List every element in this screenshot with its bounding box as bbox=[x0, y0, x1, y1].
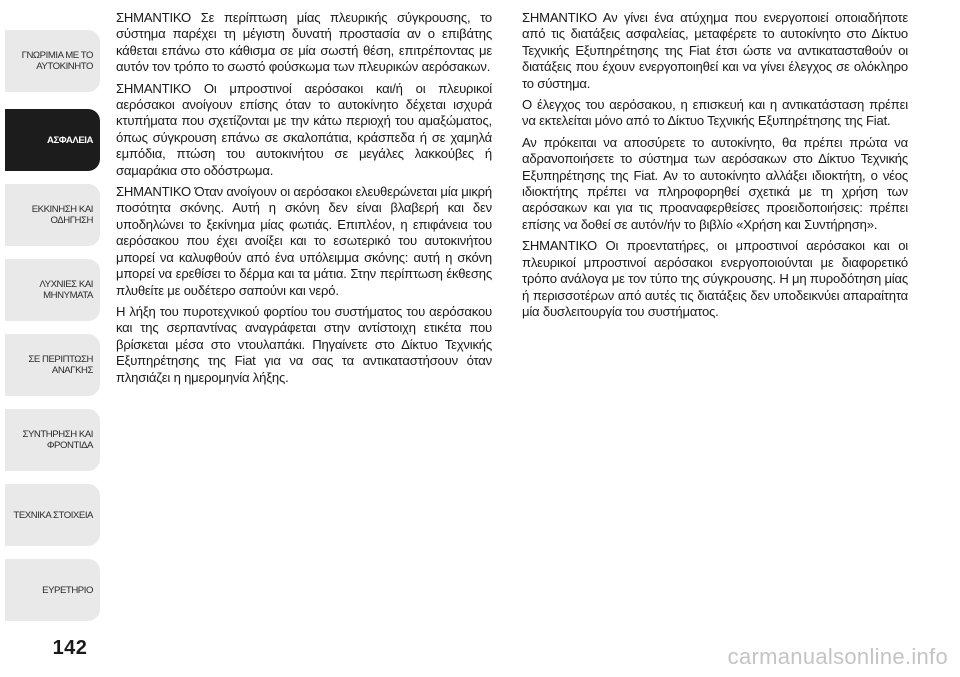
tab-label: ΑΥΤΟΚΙΝΗΤΟ bbox=[36, 61, 93, 72]
left-text-column bbox=[116, 10, 492, 391]
tab-label: ΛΥΧΝΙΕΣ ΚΑΙ bbox=[39, 279, 93, 290]
tab-technical-data[interactable] bbox=[5, 484, 100, 546]
tab-label: ΟΔΗΓΗΣΗ bbox=[50, 215, 93, 226]
paragraph: Ο έλεγχος του αερόσακου, η επισκευή και η αντικατάσταση πρέπει να εκτελείται μόνο από το Δίκτυο Τεχνικής Εξυπηρέτησης της Fiat. bbox=[522, 97, 908, 129]
tab-emergency[interactable] bbox=[5, 334, 100, 396]
tab-maintenance-care[interactable] bbox=[5, 409, 100, 471]
paragraph: ΣΗΜΑΝΤΙΚΟ Αν γίνει ένα ατύχημα που ενεργοποιεί οποιαδήποτε από τις διατάξεις ασφαλείας, μεταφέρετε το αυτοκίνητο στο Δίκτυο Τεχνικής Εξυπηρέτησης της Fiat έτσι ώστε να αντικατασταθούν οι διατάξεις που έχουν ενεργοποιηθεί και να γίνει έλεγχος σε ολόκληρο το σύστημα. bbox=[522, 10, 908, 91]
tab-label: ΓΝΩΡΙΜΙΑ ΜΕ ΤΟ bbox=[21, 50, 93, 61]
tab-index[interactable] bbox=[5, 559, 100, 621]
watermark-text: carmanualsonline.info bbox=[727, 644, 948, 669]
paragraph: ΣΗΜΑΝΤΙΚΟ Όταν ανοίγουν οι αερόσακοι ελευθερώνεται μία μικρή ποσότητα σκόνης. Αυτή η σκόνη δεν είναι βλαβερή και δεν υποδηλώνει το ξεκίνημα μίας φωτιάς. Επιπλέον, η επιφάνεια του αερόσακου που έχει ανοίξει και το εσωτερικό του αυτοκινήτου μπορεί να καλυφθούν από ένα υπόλειμμα σκόνης: αυτή η σκόνη μπορεί να ερεθίσει το δέρμα και τα μάτια. Στην περίπτωση έκθεσης πλυθείτε με ουδέτερο σαπούνι και νερό. bbox=[116, 184, 492, 298]
paragraph: Η λήξη του πυροτεχνικού φορτίου του συστήματος του αερόσακου και της σερπαντίνας αναγράφεται στην αντίστοιχη ετικέτα που βρίσκεται μέσα στο ντουλαπάκι. Πηγαίνετε στο Δίκτυο Τεχνικής Εξυπηρέτησης της Fiat για να σας τα αντικαταστήσουν όταν πλησιάζει η ημερομηνία λήξης. bbox=[116, 303, 492, 385]
paragraph: Αν πρόκειται να αποσύρετε το αυτοκίνητο, θα πρέπει πρώτα να αδρανοποιήσετε το σύστημα των αερόσακων στο Δίκτυο Τεχνικής Εξυπηρέτησης της Fiat. Αν το αυτοκίνητο αλλάξει ιδιοκτήτη, ο νέος ιδιοκτήτης πρέπει να πληροφορηθεί σχετικά με τη χρήση των αερόσακων και για τις προαναφερθείσες προειδοποιήσεις: πρέπει επίσης να δοθεί σε αυτόν/ήν το βιβλίο «Χρήση και Συντήρηση». bbox=[522, 134, 908, 232]
paragraph: ΣΗΜΑΝΤΙΚΟ Σε περίπτωση μίας πλευρικής σύγκρουσης, το σύστημα παρέχει τη μέγιστη δυνατή προστασία αν ο επιβάτης κάθεται επάνω στο κάθισμα σε μία σωστή θέση, επιτρέποντας με αυτόν τον τρόπο το σωστό φούσκωμα των πλευρικών αερόσακων. bbox=[116, 10, 492, 75]
right-text-column bbox=[522, 10, 908, 325]
tab-getting-to-know-car[interactable] bbox=[5, 30, 100, 92]
tab-safety[interactable] bbox=[5, 109, 100, 171]
tab-label: ΦΡΟΝΤΙΔΑ bbox=[46, 440, 93, 451]
paragraph: ΣΗΜΑΝΤΙΚΟ Οι προεντατήρες, οι μπροστινοί αερόσακοι και οι πλευρικοί μπροστινοί αερόσακοι ενεργοποιούνται με διαφορετικό τρόπο ανάλογα με τον τύπο της σύγκρουσης. Η μη πυροδότηση μίας ή περισσοτέρων από αυτές τις διατάξεις δεν υποδεικνύει απαραίτητα μία δυσλειτουργία του συστήματος. bbox=[522, 238, 908, 319]
tab-label: ΣΥΝΤΗΡΗΣΗ ΚΑΙ bbox=[22, 429, 93, 440]
tab-warning-lights-messages[interactable] bbox=[5, 259, 100, 321]
page-number: 142 bbox=[52, 637, 88, 659]
tab-label: ΕΥΡΕΤΗΡΙΟ bbox=[42, 584, 93, 596]
tab-label: ΕΚΚΙΝΗΣΗ ΚΑΙ bbox=[31, 204, 93, 215]
paragraph: ΣΗΜΑΝΤΙΚΟ Οι μπροστινοί αερόσακοι και/ή οι πλευρικοί αερόσακοι ανοίγουν επίσης όταν το αυτοκίνητο δέχεται ισχυρά κτυπήματα που σχετίζονται με την κάτω περιοχή του αμαξώματος, όπως σύγκρουση επάνω σε σκαλοπάτια, κράσπεδα ή σε χαμηλά εμπόδια, πτώση του αυτοκινήτου σε μεγάλες λακκούβες ή σαμαράκια στο οδόστρωμα. bbox=[116, 80, 492, 178]
tab-label: ΤΕΧΝΙΚΑ ΣΤΟΙΧΕΙΑ bbox=[13, 509, 93, 521]
tab-label: ΑΣΦΑΛΕΙΑ bbox=[46, 134, 93, 146]
tab-starting-driving[interactable] bbox=[5, 184, 100, 246]
chapter-tabs bbox=[0, 0, 104, 677]
tab-label: ΣΕ ΠΕΡΙΠΤΩΣΗ bbox=[28, 354, 93, 365]
tab-label: ΑΝΑΓΚΗΣ bbox=[51, 365, 93, 376]
tab-label: ΜΗΝΥΜΑΤΑ bbox=[43, 290, 93, 301]
